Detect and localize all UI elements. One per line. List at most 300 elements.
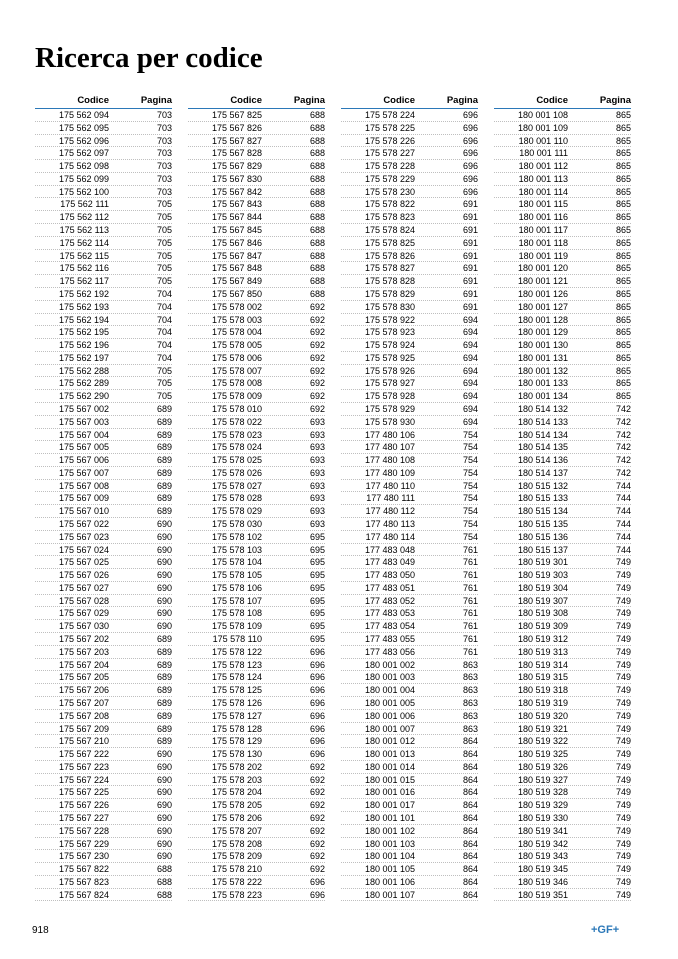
code-cell: 180 519 330 <box>517 812 568 823</box>
table-row <box>35 262 172 275</box>
code-cell: 180 519 325 <box>517 749 568 760</box>
page-cell: 688 <box>309 173 325 184</box>
table-row <box>188 122 325 135</box>
code-cell: 175 578 222 <box>211 876 262 887</box>
code-cell: 175 578 204 <box>211 787 262 798</box>
code-cell: 180 001 126 <box>517 288 568 299</box>
code-cell: 180 001 005 <box>364 697 415 708</box>
table-row <box>35 198 172 211</box>
code-cell: 180 514 134 <box>517 429 568 440</box>
code-cell: 175 567 030 <box>58 621 109 632</box>
code-cell: 175 578 123 <box>211 659 262 670</box>
table-row <box>494 135 631 148</box>
table-row <box>188 352 325 365</box>
page-cell: 692 <box>309 340 325 351</box>
code-cell: 175 562 116 <box>59 263 109 274</box>
page-cell: 691 <box>462 225 478 236</box>
table-row <box>341 262 478 275</box>
table-row <box>188 723 325 736</box>
page-cell: 694 <box>462 352 478 363</box>
page-cell: 693 <box>309 493 325 504</box>
table-row <box>35 467 172 480</box>
code-cell: 180 519 320 <box>517 710 568 721</box>
page-cell: 749 <box>615 736 631 747</box>
page-cell: 694 <box>462 365 478 376</box>
table-row <box>341 429 478 442</box>
code-cell: 180 519 313 <box>517 646 568 657</box>
page-cell: 705 <box>156 237 172 248</box>
code-cell: 175 562 114 <box>59 237 109 248</box>
table-row <box>35 556 172 569</box>
page-cell: 864 <box>462 787 478 798</box>
page-cell: 696 <box>309 710 325 721</box>
page-cell: 863 <box>462 697 478 708</box>
page-cell: 754 <box>462 506 478 517</box>
table-row <box>341 467 478 480</box>
page-cell: 865 <box>615 327 631 338</box>
table-row <box>35 173 172 186</box>
page-cell: 688 <box>309 225 325 236</box>
table-row <box>35 825 172 838</box>
page-cell: 689 <box>156 659 172 670</box>
code-cell: 175 578 225 <box>364 122 415 133</box>
page-cell: 689 <box>156 646 172 657</box>
page-cell: 864 <box>462 838 478 849</box>
page-cell: 761 <box>462 621 478 632</box>
page-cell: 692 <box>309 352 325 363</box>
page-cell: 688 <box>309 212 325 223</box>
page-cell: 692 <box>309 774 325 785</box>
page-cell: 696 <box>462 110 478 120</box>
page-cell: 865 <box>615 135 631 146</box>
code-cell: 175 578 028 <box>211 493 262 504</box>
page-title: Ricerca per codice <box>35 42 263 74</box>
code-cell: 180 001 113 <box>518 173 568 184</box>
table-row <box>341 365 478 378</box>
code-cell: 180 001 014 <box>364 761 415 772</box>
table-row <box>341 198 478 211</box>
page-cell: 749 <box>615 672 631 683</box>
page-cell: 865 <box>615 199 631 210</box>
table-row <box>35 748 172 761</box>
page-cell: 744 <box>615 544 631 555</box>
page-cell: 744 <box>615 531 631 542</box>
code-cell: 175 567 008 <box>58 480 109 491</box>
page-cell: 865 <box>615 148 631 159</box>
page-cell: 688 <box>156 864 172 875</box>
page-cell: 749 <box>615 876 631 887</box>
table-row <box>35 569 172 582</box>
page-cell: 864 <box>462 825 478 836</box>
code-cell: 177 480 112 <box>365 506 415 517</box>
table-row <box>494 850 631 863</box>
page-cell: 689 <box>156 416 172 427</box>
page-cell: 696 <box>309 876 325 887</box>
code-cell: 175 567 209 <box>58 723 109 734</box>
code-cell: 180 515 134 <box>517 506 568 517</box>
page-cell: 744 <box>615 493 631 504</box>
page-cell: 690 <box>156 838 172 849</box>
table-row <box>188 441 325 454</box>
table-row <box>341 505 478 518</box>
code-cell: 180 519 303 <box>517 570 568 581</box>
page-cell: 705 <box>156 263 172 274</box>
page-cell: 692 <box>309 800 325 811</box>
table-row <box>494 697 631 710</box>
page-cell: 754 <box>462 531 478 542</box>
code-cell: 175 562 096 <box>58 135 109 146</box>
code-cell: 177 483 048 <box>364 544 415 555</box>
table-row <box>188 237 325 250</box>
table-row <box>188 377 325 390</box>
table-row <box>341 607 478 620</box>
table-row <box>188 454 325 467</box>
table-row <box>35 544 172 557</box>
page-cell: 688 <box>309 276 325 287</box>
code-cell: 175 578 202 <box>211 761 262 772</box>
table-row <box>494 889 631 902</box>
table-row <box>341 889 478 902</box>
table-row <box>188 569 325 582</box>
page-cell: 696 <box>309 646 325 657</box>
code-cell: 175 578 927 <box>364 378 415 389</box>
table-row <box>341 671 478 684</box>
code-cell: 175 567 842 <box>211 186 262 197</box>
page-cell: 692 <box>309 365 325 376</box>
table-row <box>35 889 172 902</box>
code-cell: 175 562 111 <box>60 199 109 210</box>
code-cell: 180 001 017 <box>364 800 415 811</box>
code-cell: 175 578 825 <box>364 237 415 248</box>
table-row <box>188 633 325 646</box>
code-cell: 175 567 207 <box>58 697 109 708</box>
table-row <box>35 710 172 723</box>
table-row <box>341 748 478 761</box>
code-cell: 175 567 006 <box>58 455 109 466</box>
page-cell: 694 <box>462 403 478 414</box>
page-cell: 761 <box>462 582 478 593</box>
table-row <box>494 863 631 876</box>
table-row <box>35 505 172 518</box>
column-rows <box>35 109 172 901</box>
page-cell: 690 <box>156 570 172 581</box>
table-row <box>341 441 478 454</box>
table-row <box>188 646 325 659</box>
table-row <box>188 186 325 199</box>
code-cell: 175 567 003 <box>58 416 109 427</box>
page-cell: 693 <box>309 467 325 478</box>
table-row <box>35 186 172 199</box>
table-row <box>341 556 478 569</box>
page-cell: 689 <box>156 467 172 478</box>
table-row <box>341 288 478 301</box>
table-row <box>341 633 478 646</box>
code-cell: 180 001 121 <box>517 276 568 287</box>
code-cell: 175 578 210 <box>211 864 262 875</box>
page-cell: 690 <box>156 774 172 785</box>
table-row <box>35 377 172 390</box>
page-cell: 688 <box>309 148 325 159</box>
table-row <box>494 684 631 697</box>
page-cell: 696 <box>462 161 478 172</box>
table-row <box>494 314 631 327</box>
page-cell: 864 <box>462 889 478 900</box>
code-cell: 180 001 109 <box>517 122 568 133</box>
code-header: Codice <box>536 95 568 106</box>
code-cell: 175 578 926 <box>364 365 415 376</box>
page-cell: 865 <box>615 352 631 363</box>
table-row <box>188 173 325 186</box>
code-cell: 180 515 136 <box>517 531 568 542</box>
code-cell: 175 567 208 <box>58 710 109 721</box>
gf-logo: +GF+ <box>591 924 620 936</box>
code-cell: 180 001 116 <box>518 212 568 223</box>
page-cell: 742 <box>615 416 631 427</box>
table-row <box>341 186 478 199</box>
table-row <box>35 109 172 122</box>
page-cell: 692 <box>309 761 325 772</box>
page-cell: 693 <box>309 442 325 453</box>
page-cell: 865 <box>615 110 631 120</box>
page-cell: 744 <box>615 480 631 491</box>
code-cell: 175 578 022 <box>211 416 262 427</box>
page-cell: 749 <box>615 570 631 581</box>
page-cell: 761 <box>462 595 478 606</box>
page-cell: 688 <box>309 135 325 146</box>
page-cell: 705 <box>156 250 172 261</box>
code-cell: 175 578 224 <box>364 110 415 120</box>
page-cell: 754 <box>462 480 478 491</box>
table-row <box>494 748 631 761</box>
code-cell: 175 578 108 <box>211 608 262 619</box>
table-row <box>494 288 631 301</box>
code-cell: 175 567 227 <box>58 812 109 823</box>
table-row <box>341 237 478 250</box>
table-row <box>494 211 631 224</box>
table-row <box>341 339 478 352</box>
code-cell: 180 519 304 <box>517 582 568 593</box>
table-row <box>188 492 325 505</box>
page-cell: 690 <box>156 787 172 798</box>
table-row <box>341 390 478 403</box>
table-row <box>341 250 478 263</box>
code-cell: 180 519 346 <box>517 876 568 887</box>
table-row <box>188 467 325 480</box>
code-cell: 180 001 110 <box>518 135 568 146</box>
table-row <box>35 582 172 595</box>
page-cell: 696 <box>309 672 325 683</box>
page-cell: 689 <box>156 736 172 747</box>
page-cell: 742 <box>615 442 631 453</box>
code-column-1 <box>35 94 172 901</box>
table-row <box>494 109 631 122</box>
page-cell: 695 <box>309 582 325 593</box>
table-row <box>341 569 478 582</box>
code-cell: 175 578 027 <box>211 480 262 491</box>
code-cell: 180 001 127 <box>517 301 568 312</box>
page-cell: 694 <box>462 327 478 338</box>
page-header: Pagina <box>446 95 478 106</box>
code-cell: 175 578 105 <box>211 570 262 581</box>
code-cell: 180 519 301 <box>517 557 568 568</box>
table-row <box>494 876 631 889</box>
code-cell: 177 480 109 <box>364 467 415 478</box>
page-cell: 692 <box>309 403 325 414</box>
table-row <box>35 876 172 889</box>
table-row <box>341 518 478 531</box>
table-row <box>35 237 172 250</box>
table-row <box>35 518 172 531</box>
table-row <box>188 876 325 889</box>
code-cell: 175 578 209 <box>211 851 262 862</box>
code-cell: 180 001 006 <box>364 710 415 721</box>
page-cell: 749 <box>615 659 631 670</box>
table-row <box>35 761 172 774</box>
code-cell: 175 567 848 <box>211 263 262 274</box>
table-row <box>188 505 325 518</box>
page-cell: 761 <box>462 646 478 657</box>
column-rows <box>188 109 325 901</box>
column-rows <box>494 109 631 901</box>
page-cell: 865 <box>615 225 631 236</box>
code-cell: 175 567 826 <box>211 122 262 133</box>
table-row <box>494 122 631 135</box>
code-cell: 175 578 107 <box>211 595 262 606</box>
code-cell: 180 519 312 <box>517 634 568 645</box>
code-cell: 175 567 225 <box>58 787 109 798</box>
table-row <box>35 863 172 876</box>
code-cell: 175 578 007 <box>211 365 262 376</box>
code-cell: 180 519 314 <box>517 659 568 670</box>
code-header: Codice <box>383 95 415 106</box>
code-cell: 175 567 823 <box>58 876 109 887</box>
table-row <box>341 544 478 557</box>
page-cell: 696 <box>462 186 478 197</box>
table-row <box>35 684 172 697</box>
code-cell: 175 578 229 <box>364 173 415 184</box>
code-cell: 175 562 117 <box>59 276 109 287</box>
code-cell: 175 578 006 <box>211 352 262 363</box>
table-row <box>35 301 172 314</box>
page-cell: 749 <box>615 761 631 772</box>
code-cell: 180 519 345 <box>517 864 568 875</box>
code-cell: 175 578 126 <box>211 697 262 708</box>
page-cell: 865 <box>615 161 631 172</box>
code-cell: 175 578 128 <box>211 723 262 734</box>
table-row <box>494 735 631 748</box>
page-cell: 690 <box>156 812 172 823</box>
table-row <box>494 390 631 403</box>
code-cell: 180 515 135 <box>517 519 568 529</box>
page-cell: 690 <box>156 800 172 811</box>
table-row <box>188 135 325 148</box>
table-row <box>341 799 478 812</box>
table-row <box>35 774 172 787</box>
page-cell: 691 <box>462 237 478 248</box>
page-cell: 761 <box>462 557 478 568</box>
code-cell: 175 567 210 <box>58 736 109 747</box>
page-cell: 754 <box>462 519 478 529</box>
page-cell: 761 <box>462 608 478 619</box>
code-cell: 175 562 290 <box>58 391 109 402</box>
page-cell: 696 <box>462 148 478 159</box>
page-cell: 749 <box>615 646 631 657</box>
code-cell: 175 578 023 <box>211 429 262 440</box>
page-cell: 749 <box>615 634 631 645</box>
page-cell: 749 <box>615 723 631 734</box>
table-row <box>35 454 172 467</box>
code-cell: 175 567 229 <box>58 838 109 849</box>
page-cell: 690 <box>156 582 172 593</box>
code-cell: 180 514 137 <box>517 467 568 478</box>
page-cell: 754 <box>462 442 478 453</box>
code-cell: 175 567 205 <box>58 672 109 683</box>
page-cell: 749 <box>615 582 631 593</box>
page-cell: 689 <box>156 710 172 721</box>
code-cell: 180 001 003 <box>364 672 415 683</box>
table-row <box>494 620 631 633</box>
code-cell: 177 483 056 <box>364 646 415 657</box>
code-cell: 175 567 024 <box>58 544 109 555</box>
table-row <box>35 314 172 327</box>
table-row <box>341 710 478 723</box>
table-row <box>341 211 478 224</box>
table-row <box>188 147 325 160</box>
code-cell: 177 480 106 <box>364 429 415 440</box>
code-cell: 175 562 197 <box>58 352 109 363</box>
table-row <box>188 748 325 761</box>
code-cell: 175 562 115 <box>59 250 109 261</box>
code-cell: 180 519 309 <box>517 621 568 632</box>
table-row <box>494 531 631 544</box>
table-row <box>494 492 631 505</box>
code-cell: 175 578 130 <box>211 749 262 760</box>
table-row <box>35 224 172 237</box>
page-cell: 691 <box>462 276 478 287</box>
table-row <box>188 595 325 608</box>
table-row <box>341 301 478 314</box>
code-cell: 175 578 026 <box>211 467 262 478</box>
code-cell: 180 519 328 <box>517 787 568 798</box>
page-cell: 694 <box>462 340 478 351</box>
code-cell: 175 562 112 <box>59 212 109 223</box>
code-cell: 175 567 204 <box>58 659 109 670</box>
table-row <box>494 505 631 518</box>
page-cell: 749 <box>615 787 631 798</box>
code-column-2 <box>188 94 325 901</box>
code-cell: 175 567 845 <box>211 225 262 236</box>
page-cell: 689 <box>156 506 172 517</box>
table-row <box>494 671 631 684</box>
table-row <box>341 786 478 799</box>
code-cell: 175 567 825 <box>211 110 262 120</box>
table-row <box>494 825 631 838</box>
code-cell: 175 562 196 <box>58 340 109 351</box>
code-cell: 180 515 137 <box>517 544 568 555</box>
page-cell: 749 <box>615 800 631 811</box>
table-row <box>188 301 325 314</box>
table-row <box>341 659 478 672</box>
table-row <box>188 211 325 224</box>
table-row <box>494 480 631 493</box>
code-cell: 175 578 024 <box>211 442 262 453</box>
table-row <box>341 403 478 416</box>
code-cell: 175 567 844 <box>211 212 262 223</box>
table-row <box>494 544 631 557</box>
page-cell: 703 <box>156 173 172 184</box>
table-row <box>35 326 172 339</box>
table-row <box>35 799 172 812</box>
